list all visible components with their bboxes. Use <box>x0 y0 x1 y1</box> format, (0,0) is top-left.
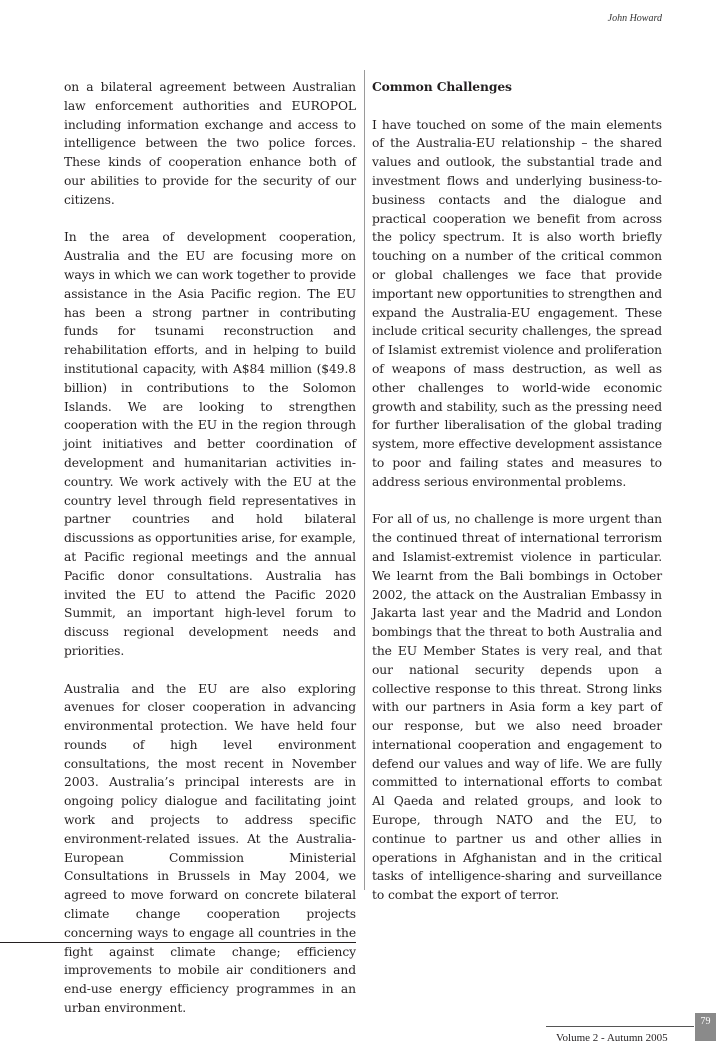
page-number: 79 <box>695 1013 716 1041</box>
section-heading: Common Challenges <box>372 79 512 94</box>
running-header-author: John Howard <box>607 13 662 24</box>
left-column <box>64 78 356 1037</box>
column-divider <box>364 70 365 890</box>
issue-label: Volume 2 - Autumn 2005 <box>556 1032 668 1044</box>
paragraph-terrorism: For all of us, no challenge is more urgent than the continued threat of international terrorism and Islamist-extremist violence in particular. We learnt from the Bali bombings in October 2002, the attack on the Australian Embassy in Jakarta last year and the Madrid and London bombings that the threat to both Australia and the EU Member States is very real, and that our national security depends upon a collective response to this threat. Strong links with our partners in Asia form a key part of our response, but we also need broader international cooperation and engagement to defend our values and way of life. We are fully committed to international efforts to combat Al Qaeda and related groups, and look to Europe, through NATO and the EU, to continue to partner us and other allies in operations in Afghanistan and in the critical tasks of intelligence-sharing and surveillance to combat the export of terror. <box>372 512 662 903</box>
footer-divider <box>546 1026 694 1027</box>
paragraph-challenges: I have touched on some of the main elements of the Australia-EU relationship – the shared values and outlook, the substantial trade and investment flows and underlying business-to-business contacts and the dialogue and practical cooperation we benefit from across the policy spectrum. It is also worth briefly touching on a number of the critical common or global challenges we face that provide important new opportunities to strengthen and expand the Australia-EU engagement. These include critical security challenges, the spread of Islamist extremist violence and proliferation of weapons of mass destruction, as well as other challenges to world-wide economic growth and stability, such as the pressing need for further liberalisation of the global trading system, more effective development assistance to poor and failing states and measures to address serious environmental problems. <box>372 117 662 489</box>
paragraph-environment: Australia and the EU are also exploring avenues for closer cooperation in advancing environmental protection. We have held four rounds of high level environment consultations, the most recent in November 2003. Australia’s principal interests are in ongoing policy dialogue and facilitating joint work and projects to address specific environment-related issues. At the Australia-European Commission Ministerial Consultations in Brussels in May 2004, we agreed to move forward on concrete bilateral climate change cooperation projects concerning ways to engage all countries in the fight against climate change; efficiency improvements to mobile air conditioners and end-use energy efficiency programmes in an urban environment. <box>64 681 356 1016</box>
paragraph-development-cooperation: In the area of development cooperation, Australia and the EU are focusing more on ways in which we can work together to provide assistance in the Asia Pacific region. The EU has been a strong partner in contributing funds for tsunami reconstruction and rehabilitation efforts, and in helping to build institutional capacity, with A$84 million ($49.8 billion) in contributions to the Solomon Islands. We are looking to strengthen cooperation with the EU in the region through joint initiatives and better coordination of development and humanitarian activities in-country. We work actively with the EU at the country level through field representatives in partner countries and hold bilateral discussions as opportunities arise, for example, at Pacific regional meetings and the annual Pacific donor consultations. Australia has invited the EU to attend the Pacific 2020 Summit, an important high-level forum to discuss regional development needs and priorities. <box>64 230 356 658</box>
paragraph-europol: on a bilateral agreement between Australian law enforcement authorities and EUROPOL including information exchange and access to intelligence between the two police forces. These kinds of cooperation enhance both of our abilities to provide for the security of our citizens. <box>64 80 356 207</box>
right-column <box>372 78 662 924</box>
footnote-divider <box>0 942 356 943</box>
